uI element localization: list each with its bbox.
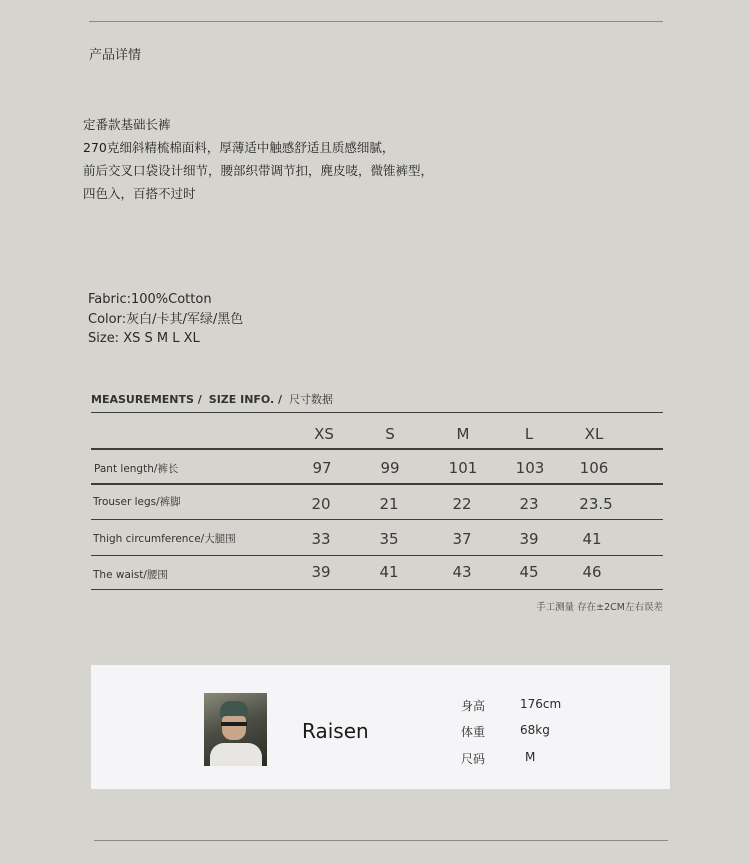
table-rule: [91, 448, 663, 450]
model-photo: [204, 693, 267, 766]
table-cell: 37: [452, 530, 472, 548]
size-value: M: [525, 750, 536, 764]
size-header: XS: [314, 425, 334, 443]
table-cell: 46: [582, 563, 602, 581]
size-label: 尺码: [461, 752, 486, 766]
section-title: 产品详情: [89, 48, 142, 63]
height-value: 176cm: [520, 697, 562, 711]
measurements-heading: [91, 391, 333, 407]
table-cell: 99: [380, 459, 400, 477]
measurement-note: 手工测量 存在±2CM左右误差: [536, 602, 663, 613]
table-cell: 45: [519, 563, 539, 581]
table-cell: 103: [515, 459, 545, 477]
table-cell: 22: [452, 495, 472, 513]
height-label: 身高: [461, 699, 486, 713]
table-cell: 39: [519, 530, 539, 548]
size-header: M: [456, 425, 470, 443]
size-header: XL: [584, 425, 604, 443]
size-header: L: [524, 425, 534, 443]
table-rule: [91, 519, 663, 520]
table-cell: 97: [312, 459, 332, 477]
table-cell: 23.5: [579, 495, 613, 513]
table-cell: 43: [452, 563, 472, 581]
table-cell: 20: [311, 495, 331, 513]
top-divider: [89, 21, 663, 22]
table-cell: 41: [582, 530, 602, 548]
table-cell: 33: [311, 530, 331, 548]
table-cell: 35: [379, 530, 399, 548]
measurements-title: MEASUREMENTS /: [91, 393, 202, 406]
row-label: Pant length/裤长: [94, 463, 179, 475]
size-spec: Size: XS S M L XL: [88, 331, 200, 346]
description-line: 270克细斜精梳棉面料，厚薄适中触感舒适且质感细腻，: [83, 140, 395, 155]
product-specs: [88, 290, 243, 349]
description-line: 四色入，百搭不过时: [83, 186, 196, 201]
table-cell: 101: [448, 459, 478, 477]
table-rule: [91, 412, 663, 413]
description-line: 前后交叉口袋设计细节，腰部织带调节扣，麂皮唛，微锥裤型，: [83, 163, 434, 178]
weight-value: 68kg: [520, 723, 550, 737]
row-label: The waist/腰围: [93, 569, 168, 581]
weight-label: 体重: [461, 725, 486, 739]
table-cell: 41: [379, 563, 399, 581]
size-header: S: [385, 425, 395, 443]
description-line: 定番款基础长裤: [83, 117, 171, 132]
row-label: Trouser legs/裤脚: [93, 496, 181, 508]
table-rule: [91, 483, 663, 485]
row-label: Thigh circumference/大腿围: [93, 533, 236, 545]
table-rule: [91, 555, 663, 556]
table-rule: [91, 589, 663, 590]
model-card: [91, 665, 670, 789]
color-spec: Color:灰白/卡其/军绿/黑色: [88, 311, 244, 327]
table-cell: 106: [579, 459, 609, 477]
model-name: Raisen: [302, 719, 369, 743]
table-cell: 21: [379, 495, 399, 513]
table-cell: 39: [311, 563, 331, 581]
fabric-spec: Fabric:100%Cotton: [88, 292, 212, 307]
size-data-title: 尺寸数据: [289, 393, 334, 406]
bottom-divider: [94, 840, 668, 841]
product-description: [83, 113, 433, 205]
size-info-title: SIZE INFO. /: [208, 393, 283, 406]
table-cell: 23: [519, 495, 539, 513]
